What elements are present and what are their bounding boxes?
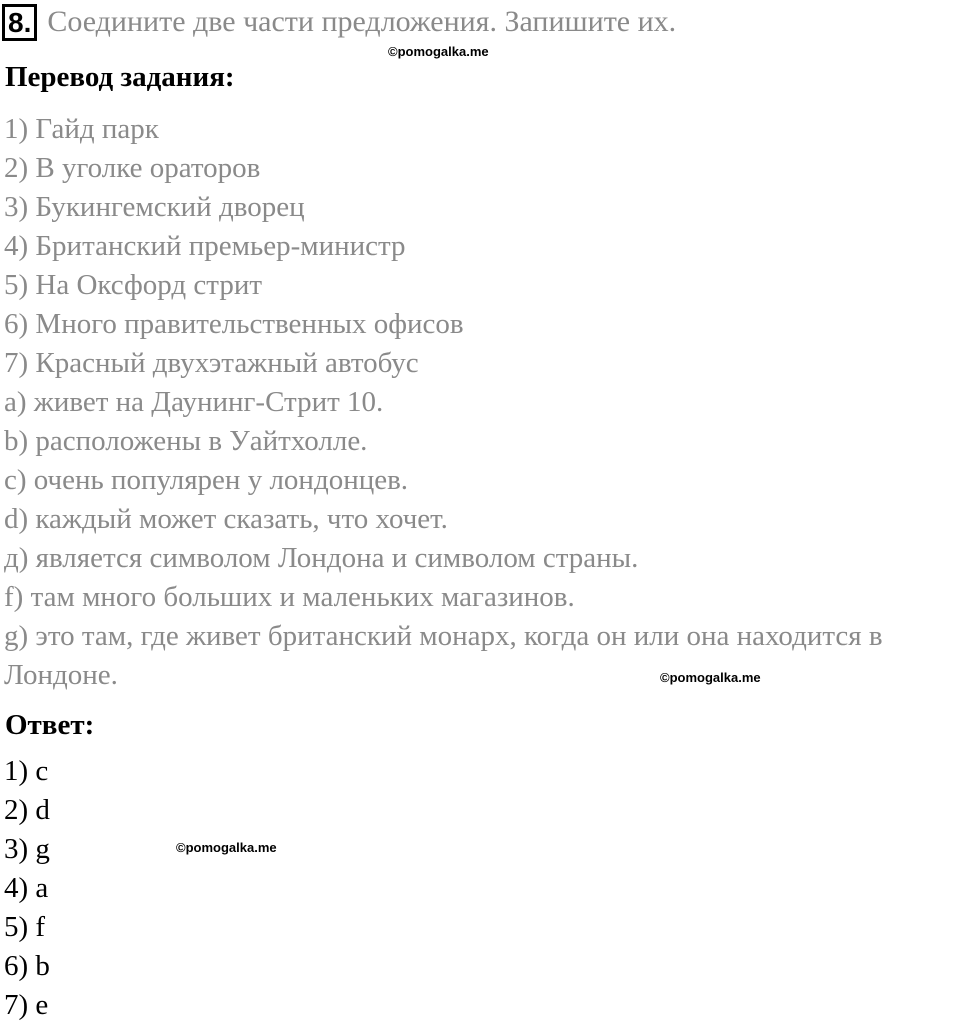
answer-item: 6) b [4,950,50,982]
answer-item: 4) a [4,872,49,904]
list-item: d) каждый может сказать, что хочет. [4,503,448,535]
list-item: 7) Красный двухэтажный автобус [4,347,419,379]
watermark: ©pomogalka.me [660,670,761,685]
watermark: ©pomogalka.me [388,44,489,59]
list-item: 1) Гайд парк [4,113,159,145]
list-item: Лондоне. [4,659,118,691]
answer-item: 7) e [4,989,49,1021]
answer-item: 2) d [4,794,50,826]
watermark: ©pomogalka.me [176,840,277,855]
list-item: 3) Букингемский дворец [4,191,305,223]
task-header [2,2,676,42]
translation-heading: Перевод задания: [5,61,235,93]
list-item: b) расположены в Уайтхолле. [4,425,368,457]
answer-list [4,752,50,1025]
list-item: a) живет на Даунинг-Стрит 10. [4,386,384,418]
list-item: д) является символом Лондона и символом страны. [4,542,639,574]
answer-item: 3) g [4,833,50,865]
task-number: 8. [2,4,37,41]
answer-item: 1) c [4,755,49,787]
list-item: c) очень популярен у лондонцев. [4,464,409,496]
list-item: 5) На Оксфорд стрит [4,269,263,301]
answer-item: 5) f [4,911,46,943]
list-item: 2) В уголке ораторов [4,152,261,184]
answer-heading: Ответ: [5,709,95,741]
list-item: 6) Много правительственных офисов [4,308,464,340]
list-item: g) это там, где живет британский монарх, когда он или она находится в [4,620,883,652]
list-item: f) там много больших и маленьких магазинов. [4,581,575,613]
list-item: 4) Британский премьер-министр [4,230,406,262]
task-instruction: Соедините две части предложения. Запишите их. [47,5,677,38]
translation-list [4,110,883,695]
